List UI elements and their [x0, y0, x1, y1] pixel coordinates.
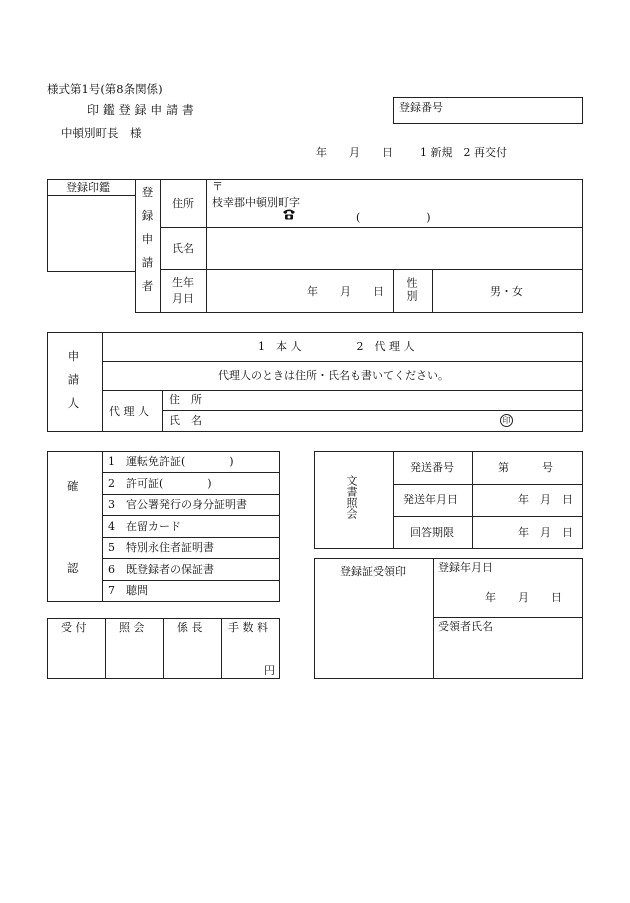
send-number-label: 発送番号 [410, 461, 454, 474]
form-number: 様式第1号(第8条関係) [47, 82, 163, 96]
application-date: 年 月 日 [316, 146, 393, 159]
registration-date-label: 登録年月日 [438, 561, 493, 574]
seal-mark: 印 [500, 414, 513, 427]
confirm-item-permit[interactable]: 2 許可証( ) [108, 477, 212, 490]
received-label: 受 付 [61, 621, 87, 634]
applicant-section-label: 申請人 [66, 350, 81, 421]
confirm-item-hearing[interactable]: 7 聴問 [108, 584, 148, 597]
certificate-receipt-label: 登録証受領印 [340, 565, 406, 578]
registration-number-box[interactable] [393, 97, 583, 124]
reply-deadline-label: 回答期限 [410, 526, 454, 539]
confirm-item-residence-card[interactable]: 4 在留カード [108, 520, 181, 533]
confirm-item-guarantee[interactable]: 6 既登録者の保証書 [108, 563, 214, 576]
address-label: 住所 [172, 197, 194, 210]
inquiry-stamp-label: 照 会 [119, 621, 145, 634]
proxy-name-label: 氏 名 [169, 414, 202, 427]
name-field[interactable] [207, 228, 582, 268]
sex-options[interactable]: 男・女 [490, 285, 523, 298]
fee-label: 手 数 料 [228, 621, 268, 634]
birth-label-2: 月日 [172, 292, 194, 305]
applicant-options[interactable]: 1 本 人 2 代 理 人 [258, 340, 415, 353]
form-title: 印 鑑 登 録 申 請 書 [87, 103, 194, 117]
proxy-note: 代理人のときは住所・氏名も書いてください。 [218, 369, 449, 382]
postal-mark: 〒 [212, 180, 223, 193]
chief-label: 係 長 [177, 621, 203, 634]
confirm-item-license[interactable]: 1 運転免許証( ) [108, 455, 234, 468]
send-date-field[interactable]: 年 月 日 [518, 493, 573, 506]
name-label: 氏名 [172, 242, 194, 255]
seal-label: 登録印鑑 [66, 181, 110, 194]
proxy-label: 代 理 人 [109, 405, 149, 418]
application-type-options[interactable]: 1 新規 2 再交付 [420, 146, 507, 159]
send-number-field[interactable]: 第 号 [498, 461, 553, 474]
send-date-label: 発送年月日 [403, 493, 458, 506]
proxy-address-label: 住 所 [169, 393, 202, 406]
confirm-label-2: 認 [67, 561, 79, 575]
registration-number-label: 登録番号 [399, 101, 443, 114]
registrant-section-label: 登録申請者 [140, 186, 155, 304]
confirm-item-official-id[interactable]: 3 官公署発行の身分証明書 [108, 498, 247, 511]
birth-label-1: 生年 [172, 276, 194, 289]
sex-label: 性別 [405, 277, 418, 303]
addressee: 中頓別町長 様 [61, 126, 142, 140]
receiver-name-label: 受領者氏名 [438, 620, 493, 633]
confirm-label-1: 確 [67, 479, 79, 493]
address-prefix[interactable]: 枝幸郡中頓別町字 [212, 196, 300, 209]
reply-deadline-field[interactable]: 年 月 日 [518, 526, 573, 539]
inquiry-section-label: 文書照会 [345, 475, 358, 519]
phone-icon [282, 208, 296, 221]
confirm-item-special-resident[interactable]: 5 特別永住者証明書 [108, 541, 214, 554]
registration-date-field[interactable]: 年 月 日 [485, 591, 562, 604]
phone-number-field[interactable]: ( ) [356, 211, 431, 224]
yen-unit: 円 [264, 664, 275, 677]
birth-date-field[interactable]: 年 月 日 [307, 285, 384, 298]
